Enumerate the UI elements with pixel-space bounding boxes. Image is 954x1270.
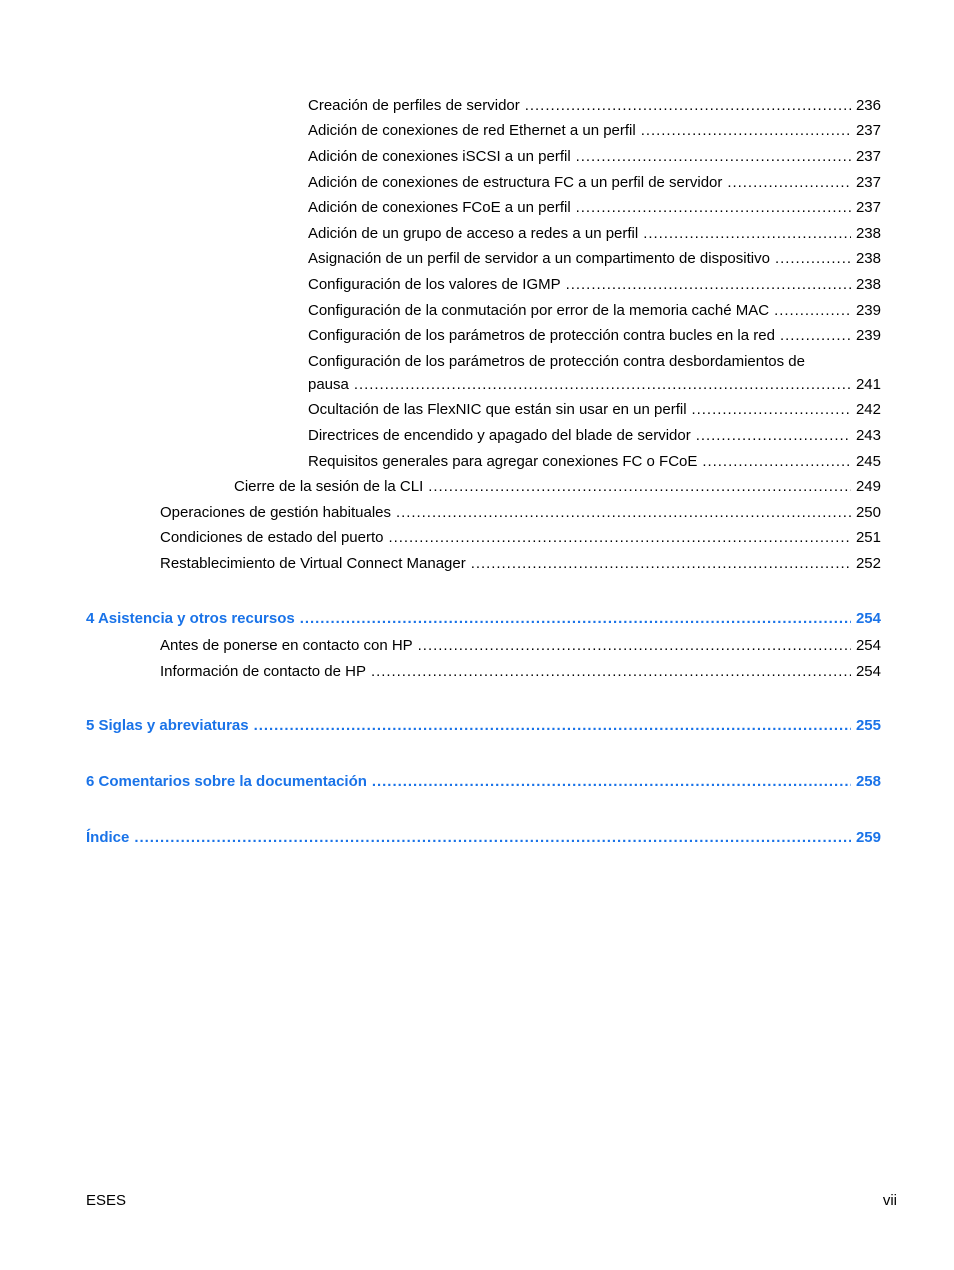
toc-chapter-entry[interactable] xyxy=(86,773,881,791)
toc-entry[interactable] xyxy=(308,250,881,268)
toc-chapter-entry[interactable] xyxy=(86,610,881,628)
toc-entry[interactable] xyxy=(160,663,881,681)
toc-entry-title: Restablecimiento de Virtual Connect Manager xyxy=(160,555,466,572)
toc-leader-dots xyxy=(641,122,851,140)
toc-entry-title: Configuración de los valores de IGMP xyxy=(308,276,561,293)
toc-page-number: 245 xyxy=(855,453,881,470)
toc-page-number: 237 xyxy=(855,174,881,191)
toc-page-number: 242 xyxy=(855,401,881,418)
toc-leader-dots xyxy=(775,250,851,268)
toc-page-number: 254 xyxy=(855,610,881,627)
toc-leader-dots xyxy=(576,199,851,217)
toc-leader-dots xyxy=(525,97,851,115)
toc-leader-dots xyxy=(727,174,851,192)
toc-page-number: 239 xyxy=(855,327,881,344)
footer-page-number: vii xyxy=(882,1192,897,1209)
toc-page-number: 251 xyxy=(855,529,881,546)
toc-leader-dots xyxy=(396,504,851,522)
toc-entry[interactable] xyxy=(308,327,881,345)
toc-entry-title: Antes de ponerse en contacto con HP xyxy=(160,637,413,654)
toc-entry[interactable] xyxy=(308,199,881,217)
toc-entry[interactable] xyxy=(308,148,881,166)
toc-page-number: 238 xyxy=(855,276,881,293)
toc-entry[interactable] xyxy=(308,427,881,445)
toc-entry-title: Asignación de un perfil de servidor a un compartimento de dispositivo xyxy=(308,250,770,267)
toc-entry[interactable] xyxy=(234,478,881,496)
toc-entry-title: Operaciones de gestión habituales xyxy=(160,504,391,521)
toc-entry[interactable] xyxy=(308,453,881,471)
toc-page-number: 238 xyxy=(855,225,881,242)
toc-entry[interactable] xyxy=(308,97,881,115)
toc-page-number: 259 xyxy=(855,829,881,846)
toc-page-number: 243 xyxy=(855,427,881,444)
toc-page-number: 258 xyxy=(855,773,881,790)
toc-chapter-title: 4 Asistencia y otros recursos xyxy=(86,610,295,627)
toc-chapter-title: 5 Siglas y abreviaturas xyxy=(86,717,249,734)
toc-leader-dots xyxy=(702,453,851,471)
toc-entry-title: Creación de perfiles de servidor xyxy=(308,97,520,114)
toc-page-number: 237 xyxy=(855,199,881,216)
toc-leader-dots xyxy=(428,478,851,496)
toc-leader-dots xyxy=(471,555,851,573)
toc-chapter-entry[interactable] xyxy=(86,717,881,735)
toc-entry[interactable] xyxy=(308,225,881,243)
toc-page-number: 249 xyxy=(855,478,881,495)
toc-page-number: 236 xyxy=(855,97,881,114)
toc-page-number: 254 xyxy=(855,637,881,654)
toc-page-number: 237 xyxy=(855,122,881,139)
toc-entry-title: Cierre de la sesión de la CLI xyxy=(234,478,424,495)
toc-entry-title: Adición de conexiones de red Ethernet a un perfil xyxy=(308,122,636,139)
toc-entry-title-line1[interactable]: Configuración de los parámetros de protección contra desbordamientos de xyxy=(308,353,805,370)
toc-leader-dots xyxy=(418,637,851,655)
toc-leader-dots xyxy=(371,663,851,681)
toc-entry[interactable] xyxy=(160,637,881,655)
toc-entry[interactable] xyxy=(160,504,881,522)
toc-entry-title: pausa xyxy=(308,376,349,393)
toc-leader-dots xyxy=(780,327,851,345)
toc-leader-dots xyxy=(696,427,851,445)
toc-page-number: 254 xyxy=(855,663,881,680)
toc-leader-dots xyxy=(134,829,851,847)
toc-chapter-title: 6 Comentarios sobre la documentación xyxy=(86,773,367,790)
toc-entry-title: Condiciones de estado del puerto xyxy=(160,529,384,546)
toc-page-number: 255 xyxy=(855,717,881,734)
toc-entry-title: Requisitos generales para agregar conexiones FC o FCoE xyxy=(308,453,698,470)
toc-entry[interactable] xyxy=(308,401,881,419)
toc-entry-title: Configuración de la conmutación por error de la memoria caché MAC xyxy=(308,302,770,319)
toc-chapter-title: Índice xyxy=(86,829,130,846)
toc-page-number: 241 xyxy=(855,376,881,393)
toc-page-number: 250 xyxy=(855,504,881,521)
toc-leader-dots xyxy=(389,529,851,547)
toc-leader-dots xyxy=(254,717,851,735)
toc-leader-dots xyxy=(566,276,851,294)
toc-leader-dots xyxy=(643,225,851,243)
toc-entry-title: Configuración de los parámetros de protección contra bucles en la red xyxy=(308,327,775,344)
toc-page-number: 237 xyxy=(855,148,881,165)
toc-entry[interactable] xyxy=(308,376,881,394)
toc-page-number: 238 xyxy=(855,250,881,267)
toc-leader-dots xyxy=(692,401,851,419)
toc-entry-title: Adición de conexiones FCoE a un perfil xyxy=(308,199,571,216)
toc-entry[interactable] xyxy=(308,276,881,294)
toc-entry[interactable] xyxy=(160,529,881,547)
toc-leader-dots xyxy=(576,148,851,166)
toc-entry[interactable] xyxy=(160,555,881,573)
toc-entry[interactable] xyxy=(308,302,881,320)
toc-page-number: 252 xyxy=(855,555,881,572)
footer-left-label: ESES xyxy=(86,1192,127,1209)
toc-entry-title: Adición de conexiones de estructura FC a un perfil de servidor xyxy=(308,174,723,191)
toc-leader-dots xyxy=(372,773,851,791)
toc-page-number: 239 xyxy=(855,302,881,319)
toc-entry-title: Adición de un grupo de acceso a redes a un perfil xyxy=(308,225,639,242)
toc-entry[interactable] xyxy=(308,122,881,140)
toc-leader-dots xyxy=(300,610,851,628)
toc-entry-title: Adición de conexiones iSCSI a un perfil xyxy=(308,148,571,165)
toc-leader-dots xyxy=(354,376,851,394)
toc-entry-title: Directrices de encendido y apagado del blade de servidor xyxy=(308,427,691,444)
toc-entry[interactable] xyxy=(308,174,881,192)
toc-entry-title: Ocultación de las FlexNIC que están sin usar en un perfil xyxy=(308,401,687,418)
toc-leader-dots xyxy=(774,302,851,320)
toc-entry-title: Información de contacto de HP xyxy=(160,663,366,680)
toc-chapter-entry[interactable] xyxy=(86,829,881,847)
